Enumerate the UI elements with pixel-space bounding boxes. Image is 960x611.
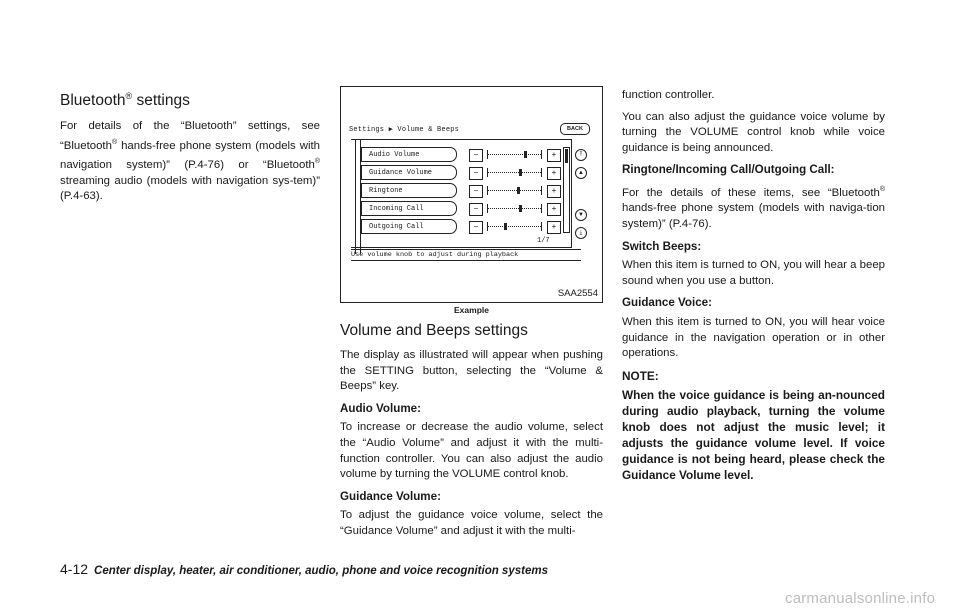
audio-volume-title: Audio Volume: bbox=[340, 401, 421, 415]
scroll-bottom-icon[interactable]: ⤓ bbox=[575, 227, 587, 239]
slider-knob[interactable] bbox=[524, 151, 527, 158]
right-column bbox=[622, 88, 885, 483]
page-footer bbox=[60, 561, 548, 577]
row-label: Incoming Call bbox=[361, 201, 457, 216]
figure-code: SAA2554 bbox=[557, 288, 598, 299]
switch-beeps-text: When this item is turned to ON, you will hear a beep sound when you use a button. bbox=[622, 259, 885, 287]
scroll-up-icon[interactable]: ▲ bbox=[575, 167, 587, 179]
row-label: Ringtone bbox=[361, 183, 457, 198]
increase-button[interactable]: + bbox=[547, 203, 561, 216]
slider-knob[interactable] bbox=[517, 187, 520, 194]
slider-knob[interactable] bbox=[519, 205, 522, 212]
setting-row-audio-volume[interactable] bbox=[361, 147, 571, 162]
scroll-top-icon[interactable]: ⤒ bbox=[575, 149, 587, 161]
bluetooth-settings-heading: Bluetooth® settings bbox=[60, 91, 190, 110]
scroll-thumb[interactable] bbox=[565, 149, 568, 163]
increase-button[interactable]: + bbox=[547, 221, 561, 234]
note-title: NOTE: bbox=[622, 368, 659, 383]
volume-slider[interactable] bbox=[487, 190, 541, 191]
list-scrollbar[interactable] bbox=[563, 147, 570, 233]
middle-column bbox=[340, 322, 603, 546]
ringtone-title: Ringtone/Incoming Call/Outgoing Call: bbox=[622, 163, 835, 177]
increase-button[interactable]: + bbox=[547, 167, 561, 180]
guidance-volume-text: To adjust the guidance voice volume, select the “Guidance Volume” and adjust it with the multi- bbox=[340, 509, 603, 537]
volume-slider[interactable] bbox=[487, 226, 541, 227]
guidance-voice-title: Guidance Voice: bbox=[622, 296, 712, 310]
setting-row-ringtone[interactable] bbox=[361, 183, 571, 198]
volume-slider[interactable] bbox=[487, 208, 541, 209]
decrease-button[interactable]: − bbox=[469, 203, 483, 216]
bluetooth-settings-paragraph: For details of the “Bluetooth” settings, see “Bluetooth® hands-free phone system (models with navigation system)” (P.4-76) or “Bluetooth® streaming audio (models with navigation sys-tem)” (P.4-63). bbox=[60, 120, 320, 203]
volume-slider[interactable] bbox=[487, 172, 541, 173]
page-indicator: 1/7 bbox=[537, 237, 550, 245]
increase-button[interactable]: + bbox=[547, 149, 561, 162]
guidance-voice-text: When this item is turned to ON, you will hear voice guidance in the navigation operation or in other operations. bbox=[622, 315, 885, 360]
left-column bbox=[60, 87, 320, 211]
volume-beeps-figure bbox=[340, 86, 603, 303]
chapter-title: Center display, heater, air conditioner, audio, phone and voice recognition systems bbox=[94, 565, 548, 577]
volume-beeps-intro: The display as illustrated will appear when pushing the SETTING button, selecting the “Volume & Beeps” key. bbox=[340, 349, 603, 393]
decrease-button[interactable]: − bbox=[469, 221, 483, 234]
decrease-button[interactable]: − bbox=[469, 185, 483, 198]
decrease-button[interactable]: − bbox=[469, 149, 483, 162]
watermark: carmanualsonline.info bbox=[785, 590, 936, 607]
setting-row-incoming-call[interactable] bbox=[361, 201, 571, 216]
guidance-volume-title: Guidance Volume: bbox=[340, 489, 441, 503]
volume-slider[interactable] bbox=[487, 154, 541, 155]
scroll-down-icon[interactable]: ▼ bbox=[575, 209, 587, 221]
slider-knob[interactable] bbox=[519, 169, 522, 176]
row-label: Guidance Volume bbox=[361, 165, 457, 180]
switch-beeps-title: Switch Beeps: bbox=[622, 239, 702, 253]
decrease-button[interactable]: − bbox=[469, 167, 483, 180]
slider-knob[interactable] bbox=[504, 223, 507, 230]
audio-volume-text: To increase or decrease the audio volume, select the “Audio Volume” and adjust it with the multi-function controller. You can also adjust the audio volume by turning the VOLUME control knob. bbox=[340, 421, 603, 481]
guidance-continued: function controller. bbox=[622, 89, 715, 101]
row-label: Outgoing Call bbox=[361, 219, 457, 234]
row-label: Audio Volume bbox=[361, 147, 457, 162]
note-text: When the voice guidance is being an-nounced during audio playback, turning the volume knob does not adjust the music level; it adjusts the guidance volume level. If voice guidance is not being heard, please check the Guidance Volume level. bbox=[622, 387, 885, 482]
figure-caption: Example bbox=[454, 305, 489, 315]
screen-breadcrumb: Settings ▶ Volume & Beeps bbox=[349, 126, 460, 134]
back-button[interactable]: BACK bbox=[560, 123, 590, 135]
setting-row-outgoing-call[interactable] bbox=[361, 219, 571, 234]
guidance-knob-text: You can also adjust the guidance voice volume by turning the VOLUME control knob while voice guidance is being announced. bbox=[622, 110, 885, 154]
volume-beeps-heading: Volume and Beeps settings bbox=[340, 322, 528, 339]
increase-button[interactable]: + bbox=[547, 185, 561, 198]
screen-hint: Use volume knob to adjust during playback bbox=[351, 249, 581, 261]
page-number: 4-12 bbox=[60, 561, 89, 577]
setting-row-guidance-volume[interactable] bbox=[361, 165, 571, 180]
ringtone-text: For the details of these items, see “Bluetooth® hands-free phone system (models with naviga-tion system)” (P.4-76). bbox=[622, 185, 885, 230]
